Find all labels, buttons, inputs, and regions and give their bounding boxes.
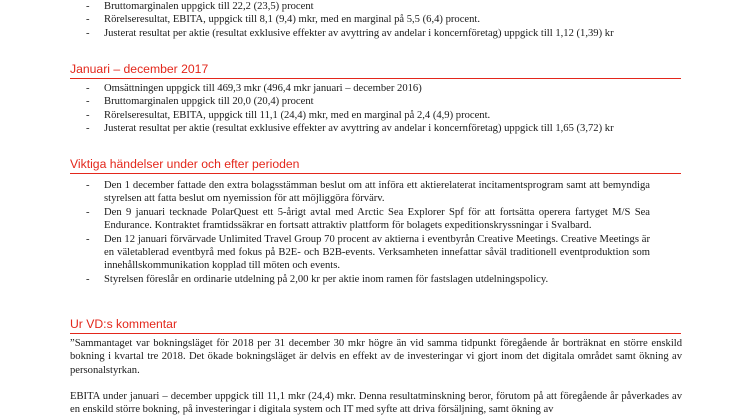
list-item xyxy=(0,0,710,13)
section-divider xyxy=(70,78,681,79)
bullet-text: Den 1 december fattade den extra bolagsstämman beslut om att införa ett aktierelaterat incitamentsprogram samt att bemyndiga styrelsen att fatta beslut om nyemission för att möjliggöra förvärv. xyxy=(104,180,650,205)
bullet-text: Justerat resultat per aktie (resultat exklusive effekter av avyttring av andelar i koncernföretag) uppgick till 1,12 (1,39) kr xyxy=(104,27,614,39)
bullet-text: Styrelsen föreslår en ordinarie utdelning på 2,00 kr per aktie inom ramen för fastslagen utdelningspolicy. xyxy=(104,273,549,285)
list-item xyxy=(0,233,746,273)
bullet-text: Bruttomarginalen uppgick till 22,2 (23,5) procent xyxy=(104,1,314,12)
ceo-paragraph: EBITA under januari – december uppgick till 11,1 mkr (24,4) mkr. Denna resultatminskning beror, förutom på att föregående år påverkades av en enskild större bokning, på investeringar i digitala system och IT med syfte att driva försäljning, samt ökning av xyxy=(70,391,682,416)
dash-bullet: - xyxy=(86,233,90,245)
dash-bullet: - xyxy=(86,83,90,94)
bullet-text: Rörelseresultat, EBITA, uppgick till 8,1 (9,4) mkr, med en marginal på 5,5 (6,4) procent. xyxy=(104,14,480,26)
section-divider xyxy=(70,173,681,174)
top-bullet-list xyxy=(0,0,710,40)
list-item xyxy=(0,122,710,135)
dash-bullet: - xyxy=(86,14,90,26)
list-item xyxy=(0,179,746,206)
list-item xyxy=(0,95,710,108)
dash-bullet: - xyxy=(86,27,90,39)
bullet-text: Den 9 januari tecknade PolarQuest ett 5-årigt avtal med Arctic Sea Explorer Spf för att fortsätta operera fartyget M/S Sea Endurance. Kontraktet framtidssäkrar en fortsatt attraktiv plattform för bolagets expeditionskryssningar i Svalbard. xyxy=(104,206,650,232)
dash-bullet: - xyxy=(86,109,90,121)
events-bullet-list xyxy=(0,179,746,286)
bullet-text: Rörelseresultat, EBITA, uppgick till 11,1 (24,4) mkr, med en marginal på 2,4 (4,9) procent. xyxy=(104,109,491,121)
dash-bullet: - xyxy=(86,273,90,285)
list-item xyxy=(0,13,710,26)
section-heading-ceo: Ur VD:s kommentar xyxy=(70,317,177,331)
list-item xyxy=(0,273,746,286)
list-item xyxy=(0,27,710,40)
list-item xyxy=(0,109,710,122)
bullet-text: Justerat resultat per aktie (resultat exklusive effekter av avyttring av andelar i koncernföretag) uppgick till 1,65 (3,72) kr xyxy=(104,123,614,135)
section-heading-events: Viktiga händelser under och efter perioden xyxy=(70,157,300,171)
year-bullet-list xyxy=(0,82,710,136)
bullet-text: Den 12 januari förvärvade Unlimited Travel Group 70 procent av aktierna i eventbyrån Creative Meetings. Creative Meetings är en väletablerad eventbyrå med fokus på B2E- och B2B-events. Verksamheten innefattar såväl traditionell eventproduktion som innehållskommunikation kopplad till möten och events. xyxy=(104,233,650,272)
dash-bullet: - xyxy=(86,206,90,218)
bullet-text: Bruttomarginalen uppgick till 20,0 (20,4) procent xyxy=(104,96,314,108)
ceo-paragraph: ”Sammantaget var bokningsläget för 2018 per 31 december 30 mkr högre än vid samma tidpunkt föregående år borträknat en större enskild bokning i kvartal tre 2018. Det ökade bokningsläget är delvis en effekt av de investeringar vi gjort inom det digitala området samt ökning av personalstyrkan. xyxy=(70,338,682,376)
section-divider xyxy=(70,333,681,334)
dash-bullet: - xyxy=(86,1,90,12)
bullet-text: Omsättningen uppgick till 469,3 mkr (496,4 mkr januari – december 2016) xyxy=(104,83,422,94)
section-heading-year: Januari – december 2017 xyxy=(70,62,209,76)
dash-bullet: - xyxy=(86,123,90,135)
dash-bullet: - xyxy=(86,180,90,191)
list-item xyxy=(0,82,710,95)
dash-bullet: - xyxy=(86,96,90,108)
list-item xyxy=(0,206,746,233)
